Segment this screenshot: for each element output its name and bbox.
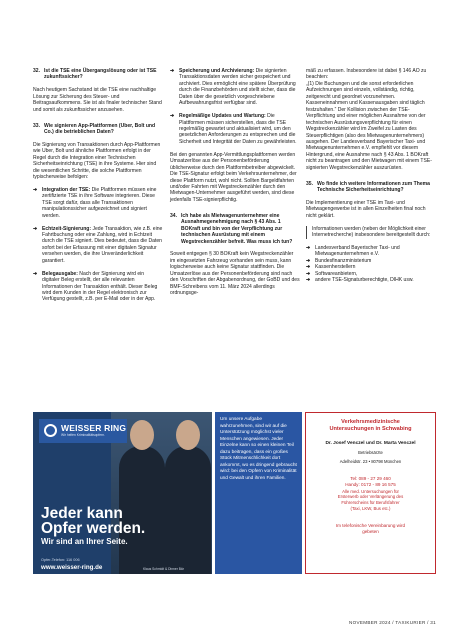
question-title: Wie signieren App-Plattformen (Uber, Bolt und Co.) die betrieblichen Daten? bbox=[44, 122, 156, 135]
address: Adelheidstr. 23 • 80798 München bbox=[339, 459, 402, 464]
ad-phone: Opfer-Telefon: 116 006 bbox=[41, 558, 80, 562]
question-number: 33. bbox=[33, 122, 41, 129]
question-number: 35. bbox=[306, 180, 314, 187]
list-item bbox=[170, 68, 300, 107]
list-item bbox=[170, 113, 300, 145]
question-32-heading bbox=[33, 68, 163, 81]
list-item-text: andere TSE-Signaturberechtigte, DIHK usw. bbox=[315, 277, 414, 284]
arrow-icon: ➔ bbox=[170, 68, 175, 74]
info-box: Informationen werden (neben der Möglichkeit einer Internetrecherche) insbesondere bereitgestellt durch: bbox=[306, 226, 436, 239]
arrow-icon: ➔ bbox=[306, 277, 311, 284]
list-item-text: Jede Transaktion, wie z.B. eine Fahrtbuchung oder eine Zahlung, wird in Echtzeit durch die TSE signiert. Dies bedeutet, dass die Daten sofort bei der Erfassung mit einer digitalen Signatur versehen werden, die ihre Unveränderlichkeit garantiert. bbox=[42, 225, 163, 264]
list-item-lead: Regelmäßige Updates und Wartung: bbox=[179, 113, 266, 120]
weisser-ring-logo: WEISSER RING Wir helfen Kriminalitätsopfern. bbox=[39, 419, 127, 443]
ad-headline: Jeder kann Opfer werden. bbox=[41, 505, 146, 537]
ring-icon bbox=[44, 424, 57, 437]
doctor-role: Betriebsärzte bbox=[358, 450, 383, 455]
arrow-icon: ➔ bbox=[33, 270, 38, 277]
list-item-text: Nach der Signierung wird ein digitaler Beleg erstellt, der alle relevanten Informationen der Transaktion enthält. Dieser Beleg wird dem Kunden in der Regel elektronisch zur Verfügung gestellt, z.B. per E-Mail oder in der App. bbox=[42, 270, 158, 303]
arrow-icon: ➔ bbox=[306, 264, 311, 271]
paragraph: Soweit entgegen § 30 BOKraft kein Wegstreckenzähler im eingesetzten Fahrzeug vorhanden sein muss, kann logischerweise auch keine Signatur stattfinden. Die Umsatzerlöse aus der Personenbeförderung sind nach den Vorschriften der Abgabenordnung, der GoBD und des BMF-Schreibens vom 11. März 2024 allerdings ordnungsge- bbox=[170, 251, 300, 297]
arrow-icon: ➔ bbox=[306, 244, 311, 251]
question-title: Wo finde ich weitere Informationen zum Thema Technische Sicherheitseinrichtung? bbox=[317, 180, 430, 194]
list-item bbox=[33, 271, 163, 303]
medical-ad bbox=[305, 412, 436, 574]
paragraph: mäß zu erfassen. Insbesondere ist dabei § 146 AO zu beachten: bbox=[306, 68, 427, 81]
list-item bbox=[306, 245, 436, 258]
arrow-icon: ➔ bbox=[306, 270, 311, 277]
question-34-heading bbox=[170, 213, 300, 245]
list-item bbox=[306, 277, 436, 283]
paragraph: Nach heutigem Sachstand ist die TSE eine nachhaltige Lösung zur Sicherung des Steuer- und Beitragsaufkommens. Sie ist als finaler technischer Stand und somit als zukunftssicher anzusehen. bbox=[33, 87, 162, 113]
list-item-text: Die Plattformen müssen eine zertifizierte TSE in ihre Software integrieren. Diese TSE sorgt dafür, dass alle Transaktionen manipulationssicher aufgezeichnet und signiert werden. bbox=[42, 186, 157, 219]
column-right bbox=[306, 68, 436, 284]
question-title: Ist die TSE eine Übergangslösung oder ist TSE zukunftssicher? bbox=[44, 68, 157, 81]
weisser-ring-text-box: Um unsere Aufgabe wahrzunehmen, sind wir auf die Unterstützung möglichst vieler Menschen angewiesen. Jeder Einzelne kann so einen kleinen Teil dazu beitragen, dass ein großes Stück Mitmenschlichkeit dort ankommt, wo es dringend gebraucht wird: bei den Opfern von Kriminalität und Gewalt und ihren Familien. bbox=[215, 412, 302, 574]
question-35-heading bbox=[306, 181, 436, 194]
question-33-heading bbox=[33, 123, 163, 136]
ad-website-link[interactable]: www.weisser-ring.de bbox=[41, 564, 103, 571]
arrow-icon: ➔ bbox=[306, 257, 311, 264]
weisser-ring-ad[interactable] bbox=[33, 412, 212, 574]
list-item bbox=[33, 226, 163, 265]
list-item bbox=[33, 187, 163, 219]
list-item-text: Die signierten Transaktionsdaten werden sicher gespeichert und archiviert. Dies ermöglicht eine spätere Überprüfung durch die Finanzbehörden und stellt sicher, dass die Daten über die gesetzlich vorgeschriebene Aufbewahrungsfrist verfügbar sind. bbox=[179, 68, 296, 107]
paragraph: Die Signierung von Transaktionen durch App-Plattformen wie Uber, Bolt und ähnliche Plattformen erfolgt in der Regel durch die Integration einer Technischen Sicherheitseinrichtung (TSE) in ihre Systeme. Hier sind die wesentlichen Schritte, die solche Plattformen typischerweise befolgen: bbox=[33, 141, 161, 181]
list-item-lead: Belegausgabe: bbox=[42, 270, 78, 277]
source-list bbox=[306, 245, 436, 284]
service-notes: Alle med. Untersuchungen für Ersterwerb oder Verlängerung des Führerscheins für Berufsfahrer (Taxi, LKW, Bus etc.) bbox=[337, 488, 404, 511]
mobile-number[interactable]: Handy: 0172 - 89 16 575 bbox=[345, 482, 396, 488]
paragraph: Bei den genannten App-Vermittlungsplattformen werden Umsatzerlöse aus der Personenbeförderung üblicherweise durch den Plattformbetreiber abgewickelt. Die TSE-Signatur erfolgt beim Verkehrsunternehmer, der diese Plattform nutzt, wohl nicht. Sollten Bargeldfahrten und/oder Fahrten mit Wegstreckenzähler durch den Mietwagen-Unternehmer ausgeführt werden, sind diese jedenfalls TSE-signierpflichtig. bbox=[170, 151, 297, 203]
question-title: Ich habe als Mietwagenunternehmer eine Ausnahmegenehmigung nach § 43 Abs. 1 BOKraft und bin von der Verpflichtung zur technischen Ausrüstung mit einem Wegstreckenzähler befreit. Was muss ich tun? bbox=[181, 212, 293, 245]
arrow-icon: ➔ bbox=[170, 113, 175, 120]
ad-subline: Wir sind an Ihrer Seite. bbox=[41, 537, 128, 546]
photo-credit: Klaus Schmidt & Dinner Bär bbox=[143, 567, 184, 571]
list-item-text: Die Plattformen müssen sicherstellen, dass die TSE regelmäßig gewartet und aktualisiert wird, um den gesetzlichen Anforderungen zu entsprechen und die Sicherheit und Integrität der Daten zu gewährleisten. bbox=[179, 113, 297, 145]
list-item-lead: Integration der TSE: bbox=[42, 186, 91, 193]
list-item-text: Kassenherstellern bbox=[315, 264, 356, 271]
page-footer: NOVEMBER 2024 / TAXIKURIER / 31 bbox=[349, 620, 436, 625]
phone-number[interactable]: Tel: 089 - 27 29 460 bbox=[350, 476, 391, 481]
paragraph: Die Implementierung einer TSE im Taxi- und Mietwagengewerbe ist in allen Einzelheiten final noch nicht geklärt. bbox=[306, 199, 426, 219]
list-item-lead: Echtzeit-Signierung: bbox=[42, 225, 92, 232]
column-middle bbox=[170, 68, 300, 303]
list-item-text: Softwareanbietern, bbox=[315, 270, 358, 277]
ad-heading: Verkehrsmedizinische Untersuchungen in Schwabing bbox=[329, 419, 412, 432]
list-item-text: Landesverband Bayerischer Taxi- und Mietwagenunternehmen e.V. bbox=[315, 244, 400, 258]
list-item-text: Bundesfinanzministerium bbox=[315, 257, 372, 264]
contact-info bbox=[312, 476, 429, 489]
column-left bbox=[33, 68, 163, 309]
appointment-note: Im telefonische Vereinbarung wird gebeten bbox=[335, 523, 406, 535]
arrow-icon: ➔ bbox=[33, 186, 38, 193]
paragraph: „(1) Die Buchungen und die sonst erforderlichen Aufzeichnungen sind einzeln, vollständig, richtig, zeitgerecht und geordnet vorzunehmen. Kasseneinnahmen und Kassenausgaben sind täglich festzuhalten.“ Der Kollision zwischen der TSE-Verpflichtung und einer möglichen Ausnahme von der technischen Ausrüstungsverpflichtung für einen Wegstreckenzähler wird im Zweifel zu Lasten des Steuerpflichtigen (also des Mietwagenunternehmers) ausgehen. Der Landesverband Bayerischer Taxi- und Mietwagenunternehmen e.V. empfiehlt vor diesem Hintergrund, eine Ausnahme nach § 43 Abs. 1 BOKraft nicht zu beantragen und den Mietwagen mit einem TSE-signierten Wegstreckenzähler auszurüsten. bbox=[306, 80, 432, 171]
person-figure bbox=[165, 446, 211, 574]
doctor-names: Dr. Josef Venczel und Dr. Marta Venczel bbox=[325, 441, 416, 446]
question-number: 34. bbox=[170, 212, 178, 219]
list-item-lead: Speicherung und Archivierung: bbox=[179, 68, 255, 74]
arrow-icon: ➔ bbox=[33, 225, 38, 232]
question-number: 32. bbox=[33, 68, 41, 74]
